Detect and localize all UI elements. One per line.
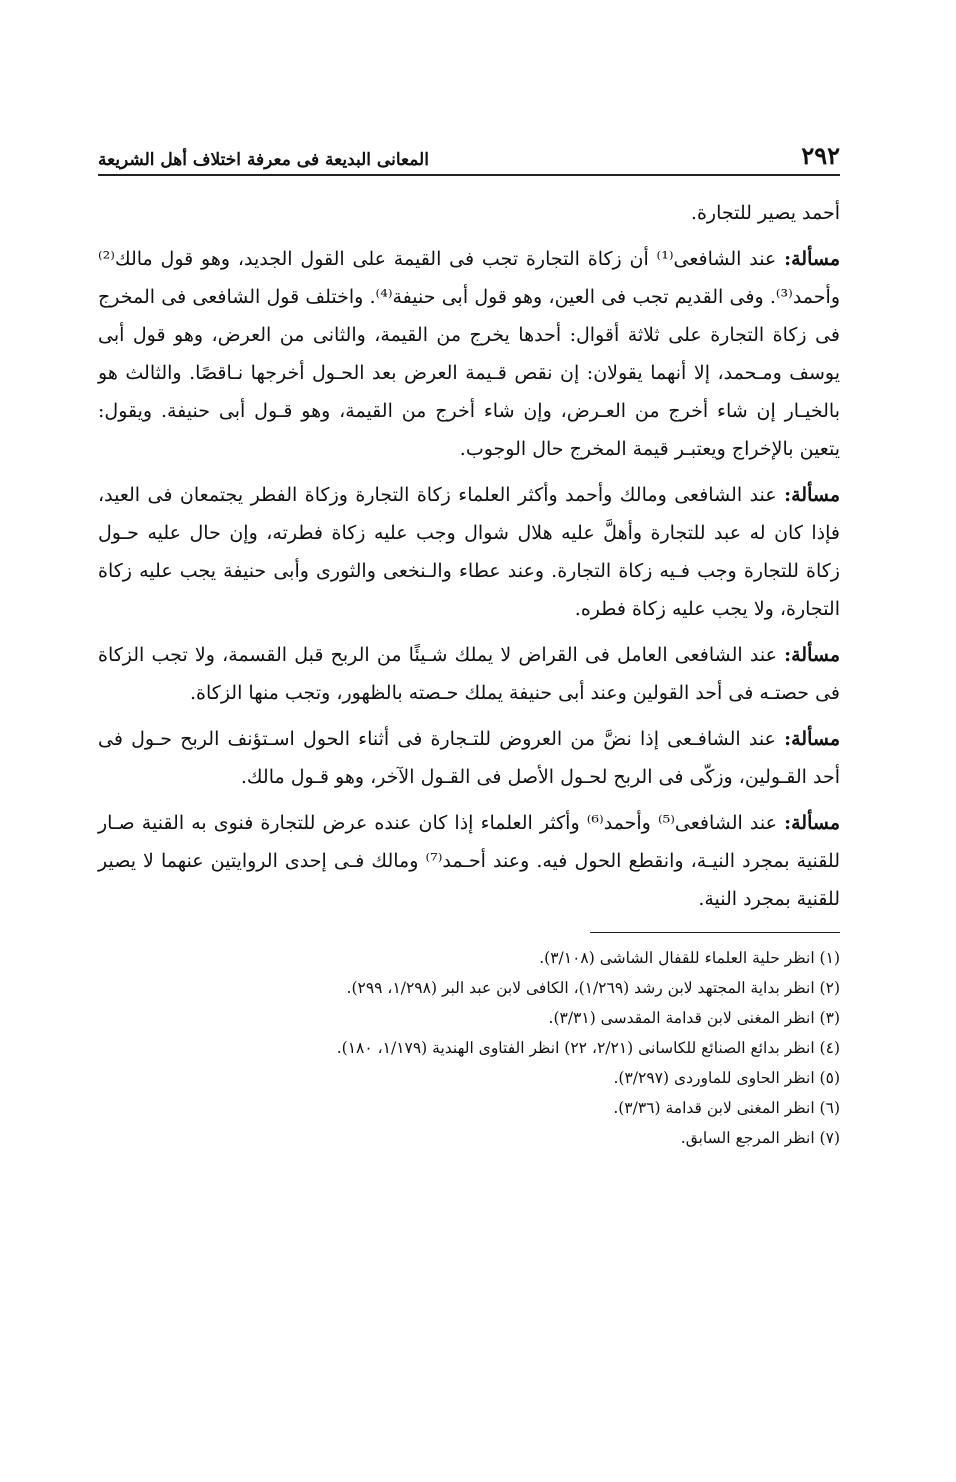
paragraph-text: أحمد يصير للتجارة. [690, 202, 840, 224]
paragraph-text: عند الشافعى ومالك وأحمد وأكثر العلماء زكاة التجارة وزكاة الفطر يجتمعان فى العيد، فإذا كان له عبد للتجارة وأهلَّ عليه هلال شوال وجب عليه زكاة فطرته، وإن حال عليه حـول زكاة للتجارة وجب فـيه زكاة التجارة. وعند عطاء والـنخعى والثورى وأبى حنيفة يجب عليه زكاة التجارة، ولا يجب عليه زكاة فطره. [98, 484, 840, 620]
paragraph-lead: مسألة: [784, 644, 840, 666]
page-number: ٢٩٢ [801, 141, 840, 170]
footnote: (٢) انظر بداية المجتهد لابن رشد (١/٢٦٩)، الكافى لابن عبد البر (١/٢٩٨، ٢٩٩). [346, 979, 840, 997]
paragraph-text: عند الشافعى⁽¹⁾ أن زكاة التجارة تجب فى القيمة على القول الجديد، وهو قول مالك⁽²⁾ وأحمد⁽³⁾. وفى القديم تجب فى العين، وهو قول أبى حنيفة⁽⁴⁾. واختلف قول الشافعى فى المخرج فى زكاة التجارة على ثلاثة أقوال: أحدها يخرج من القيمة، والثانى من العرض، وهو قول أبى يوسف ومـحمد، إلا أنهما يقولان: إن نقص قـيمة العرض بعد الحـول أخرجها نـاقصًا. والثالث هو بالخيـار إن شاء أخرج من العـرض، وإن شاء أخرج من القيمة، وهو قـول أبى حنيفة. ويقول: يتعين بالإخراج ويعتبـر قيمة المخرج حال الوجوب. [98, 248, 840, 460]
paragraph-lead: مسألة: [784, 728, 840, 750]
paragraph-text: عند الشافـعى إذا نضَّ من العروض للتـجارة فى أثناء الحول اسـتؤنف الربح حـول فى أحد القـولين، وزكّى فى الربح لحـول الأصل فى القـول الآخر، وهو قـول مالك. [98, 728, 840, 788]
footnote: (١) انظر حلية العلماء للقفال الشاشى (٣/١٠٨). [539, 949, 840, 967]
page-header [98, 130, 840, 176]
footnote: (٥) انظر الحاوى للماوردى (٣/٢٩٧). [613, 1069, 840, 1087]
footnote: (٦) انظر المغنى لابن قدامة (٣/٣٦). [613, 1099, 840, 1117]
paragraph [98, 636, 840, 712]
paragraph [98, 476, 840, 628]
footnote: (٧) انظر المرجع السابق. [680, 1129, 840, 1147]
paragraph [98, 194, 840, 232]
paragraph [98, 804, 840, 918]
paragraph-lead: مسألة: [784, 484, 840, 506]
footnote: (٣) انظر المغنى لابن قدامة المقدسى (٣/٣١). [548, 1009, 840, 1027]
paragraph [98, 240, 840, 468]
paragraph-lead: مسألة: [784, 812, 840, 834]
footnote-list [98, 943, 840, 1153]
paragraph-text: عند الشافعى العامل فى القراض لا يملك شـيئًا من الربح قبل القسمة، ولا تجب الزكاة فى حصتـه فى أحد القولين وعند أبى حنيفة يملك حـصته بالظهور، وتجب منها الزكاة. [98, 644, 840, 704]
paragraph-text: عند الشافعى⁽⁵⁾ وأحمد⁽⁶⁾ وأكثر العلماء إذا كان عنده عرض للتجارة فنوى به القنية صـار للقنية بمجرد النيـة، وانقطع الحول فيه. وعند أحـمد⁽⁷⁾ ومالك فـى إحدى الروايتين عنهما لا يصير للقنية بمجرد النية. [98, 812, 840, 910]
footnote-separator [336, 932, 840, 1153]
paragraph-lead: مسألة: [784, 248, 840, 270]
book-page [98, 130, 840, 1153]
paragraph [98, 720, 840, 796]
footnote: (٤) انظر بدائع الصنائع للكاسانى (٢/٢١، ٢٢) انظر الفتاوى الهندية (١/١٧٩، ١٨٠). [336, 1039, 840, 1057]
main-text [98, 194, 840, 918]
running-title: المعانى البديعة فى معرفة اختلاف أهل الشريعة [98, 150, 429, 170]
